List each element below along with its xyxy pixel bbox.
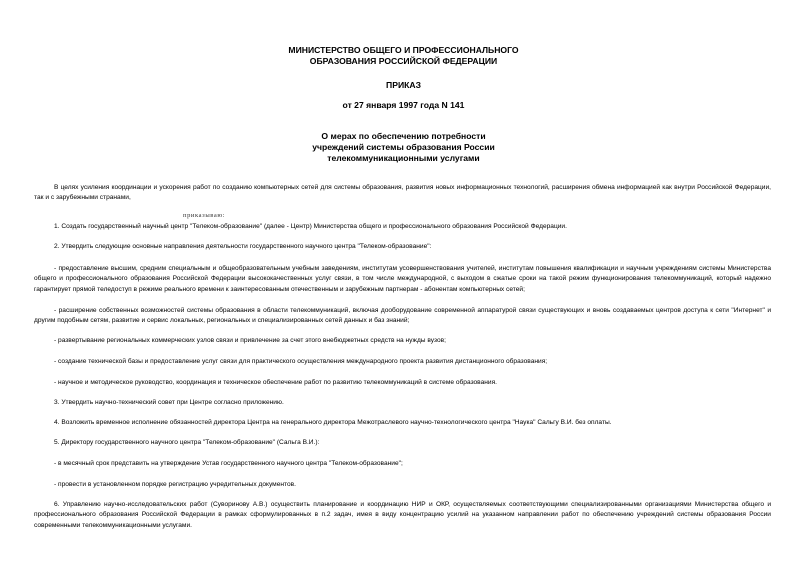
prikazyvayu-text: приказываю: (183, 212, 226, 219)
paragraph-2b: - расширение собственных возможностей системы образования в области телекоммуникаций, включая дооборудование современной аппаратурой связи существующих и вновь создаваемых центров доступа к сети "Интернет" и другим подобным сетям, развитие и сервис локальных, региональных и специализированных сетей данных и баз знаний; (34, 307, 771, 325)
paragraph-6: 6. Управлению научно-исследовательских работ (Суворинову А.В.) осуществить планирование и координацию НИР и ОКР, осуществляемых соответствующими специализированными организациями Министерства общего и профессионального образования Российской Федерации в рамках сформулированных в п.2 задач, имея в виду концентрацию усилий на указанном направлении работ по обеспечению учреждений системы образования России современными телекоммуникационными услугами. (34, 501, 771, 529)
ministry-heading: МИНИСТЕРСТВО ОБЩЕГО И ПРОФЕССИОНАЛЬНОГО ОБРАЗОВАНИЯ РОССИЙСКОЙ ФЕДЕРАЦИИ (288, 45, 519, 66)
paragraph-5: 5. Директору государственного научного центра "Телеком-образование" (Сальга В.И.): (54, 439, 320, 446)
paragraph-4: 4. Возложить временное исполнение обязанностей директора Центра на генерального директора Межотраслевого научно-технологического центра "Наука" Сальгу В.И. без оплаты. (54, 419, 612, 426)
date-number: от 27 января 1997 года N 141 (342, 100, 465, 110)
paragraph-2a: - предоставление высшим, средним специальным и общеобразовательным учебным заведениям, институтам усовершенствования учителей, институтам повышения квалификации и научным учреждениям системы Министерства общего и профессионального образования Российской Федерации высококачественных услуг связи, в том числе международной, с выходом в сжатые сроки на такой режим функционирования телекоммуникаций, который надежно гарантирует прямой теледоступ в режиме реального времени к заинтересованным отечественным и зарубежным партнерам - абонентам компьютерных сетей; (34, 265, 771, 293)
paragraph-2: 2. Утвердить следующие основные направления деятельности государственного научного центра "Телеком-образование": (54, 243, 432, 250)
paragraph-2d: - создание технической базы и предоставление услуг связи для практического осуществления международного проекта развития дистанционного образования; (54, 358, 548, 365)
paragraph-3: 3. Утвердить научно-технический совет при Центре согласно приложению. (54, 399, 284, 406)
document-title: О мерах по обеспечению потребности учреждений системы образования России телекоммуникационными услугами (312, 131, 495, 163)
doc-type-heading: ПРИКАЗ (386, 80, 421, 90)
paragraph-5a: - в месячный срок представить на утверждение Устав государственного научного центра "Телеком-образование"; (54, 460, 403, 467)
paragraph-2c: - развертывание региональных коммерческих узлов связи и привлечение за счет этого внебюджетных средств на нужды вузов; (54, 337, 446, 344)
paragraph-5b: - провести в установленном порядке регистрацию учредительных документов. (54, 481, 296, 488)
preamble-paragraph: В целях усиления координации и ускорения работ по созданию компьютерных сетей для системы образования, развития новых информационных технологий, расширения обмена информацией как внутри Российской Федерации, так и с зарубежными странами, (34, 184, 771, 202)
paragraph-2e: - научное и методическое руководство, координация и техническое обеспечение работ по развитию телекоммуникаций в системе образования. (54, 379, 498, 386)
paragraph-1: 1. Создать государственный научный центр "Телеком-образование" (далее - Центр) Министерства общего и профессионального образования Российской Федерации. (54, 223, 567, 230)
